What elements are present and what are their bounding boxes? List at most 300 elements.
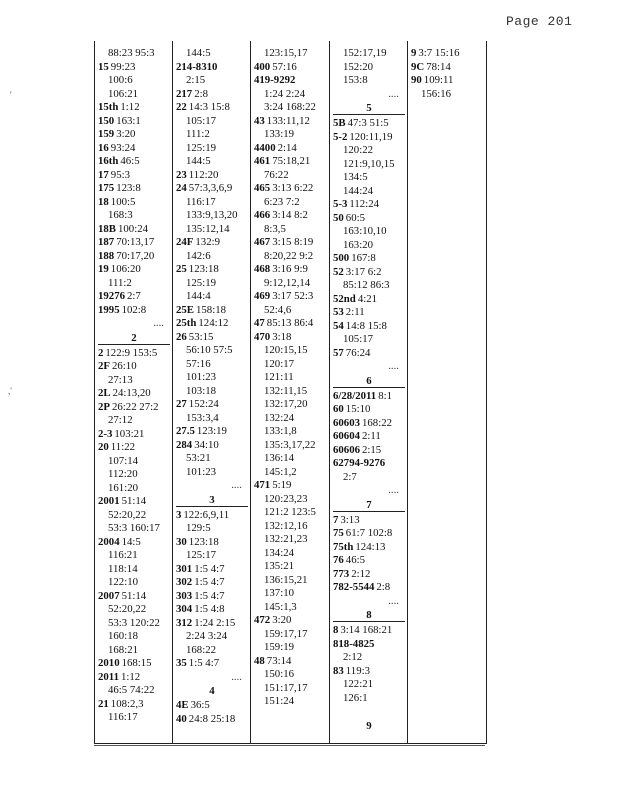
entry-continuation: 111:2 bbox=[186, 128, 210, 140]
entry-term: 62794-9276 bbox=[333, 457, 386, 469]
entry-references: 102:8 bbox=[121, 303, 147, 316]
entry-term: 468 bbox=[254, 263, 271, 275]
entry-continuation: 125:19 bbox=[186, 141, 216, 154]
entry-continuation: 136:14 bbox=[264, 452, 294, 464]
entry-references: 112:20 bbox=[188, 168, 219, 181]
section-dots: .... bbox=[388, 484, 399, 496]
index-entry bbox=[254, 209, 327, 223]
entry-references: 3:16 9:9 bbox=[272, 263, 308, 275]
entry-continuation: 126:1 bbox=[343, 691, 368, 704]
entry-references: 46:5 bbox=[345, 554, 365, 566]
entry-continuation: 133:19 bbox=[264, 128, 294, 140]
entry-references: 5:19 bbox=[272, 479, 292, 491]
index-entry bbox=[254, 331, 327, 345]
entry-continuation: 132:17,20 bbox=[264, 398, 308, 410]
entry-references: 70:17,20 bbox=[116, 249, 155, 262]
index-entry bbox=[98, 657, 170, 671]
entry-continuation: 161:20 bbox=[108, 481, 138, 494]
entry-continuation: 2:15 bbox=[186, 74, 206, 86]
entry-references: 70:13,17 bbox=[116, 236, 155, 248]
entry-references: 2:11 bbox=[345, 306, 365, 318]
entry-term: 2004 bbox=[98, 535, 120, 548]
entry-continuation: 153:3,4 bbox=[186, 411, 219, 424]
entry-references: 3:14 168:21 bbox=[340, 624, 393, 636]
entry-references: 2:11 bbox=[362, 430, 381, 442]
entry-term: 2011 bbox=[98, 670, 119, 683]
index-entry bbox=[333, 347, 405, 361]
entry-term: 500 bbox=[333, 252, 350, 264]
entry-term: 214-8310 bbox=[176, 60, 218, 73]
index-entry bbox=[333, 252, 405, 266]
index-entry bbox=[333, 624, 405, 638]
entry-references: 3:13 bbox=[340, 513, 360, 526]
entry-continuation: 122:21 bbox=[343, 678, 373, 690]
column-divider bbox=[329, 41, 330, 743]
entry-term: 22 bbox=[176, 101, 187, 113]
entry-continuation: 105:17 bbox=[343, 333, 373, 345]
entry-term: 18 bbox=[98, 195, 109, 208]
entry-term: 25E bbox=[176, 303, 194, 316]
entry-references: 26:10 bbox=[112, 360, 137, 372]
entry-continuation: 145:1,3 bbox=[264, 600, 297, 613]
entry-term: 467 bbox=[254, 236, 271, 248]
entry-continuation: 135:12,14 bbox=[186, 222, 230, 235]
entry-references: 100:24 bbox=[118, 222, 148, 235]
section-heading: 8 bbox=[333, 609, 405, 622]
entry-continuation: 159:19 bbox=[264, 641, 294, 653]
index-entry bbox=[333, 320, 405, 334]
entry-continuation: 116:17 bbox=[186, 195, 216, 208]
entry-references: 158:18 bbox=[196, 303, 226, 316]
entry-term: 60604 bbox=[333, 430, 360, 442]
entry-references: 106:20 bbox=[110, 263, 141, 275]
blank-line bbox=[333, 705, 405, 719]
entry-continuation: 101:23 bbox=[186, 465, 216, 478]
entry-continuation: 116:17 bbox=[108, 711, 138, 723]
entry-term: 9 bbox=[411, 47, 417, 59]
index-entry bbox=[176, 699, 248, 713]
entry-term: 472 bbox=[254, 614, 271, 626]
entry-continuation: 135:21 bbox=[264, 560, 294, 572]
entry-references: 132:9 bbox=[195, 236, 220, 248]
entry-references: 2:8 bbox=[194, 87, 208, 100]
entry-references: 60:5 bbox=[345, 211, 365, 224]
section-dots: .... bbox=[153, 317, 164, 329]
entry-references: 78:14 bbox=[426, 60, 451, 73]
entry-continuation: 53:3 120:22 bbox=[108, 616, 160, 629]
index-entry bbox=[254, 182, 327, 196]
entry-continuation: 57:16 bbox=[186, 357, 211, 370]
entry-continuation: 132:24 bbox=[264, 411, 294, 424]
index-entry bbox=[254, 655, 327, 669]
entry-term: 90 bbox=[411, 74, 422, 86]
index-entry bbox=[333, 568, 405, 582]
entry-term: 60606 bbox=[333, 443, 360, 456]
entry-references: 46:5 bbox=[120, 155, 140, 167]
entry-references: 3:20 bbox=[272, 614, 292, 626]
entry-references: 3:14 8:2 bbox=[272, 209, 308, 221]
index-entry bbox=[176, 398, 248, 412]
index-entry bbox=[176, 536, 248, 550]
entry-references: 100:5 bbox=[110, 195, 136, 208]
entry-continuation: 125:17 bbox=[186, 549, 216, 561]
index-entry bbox=[333, 444, 405, 458]
index-entry bbox=[176, 439, 248, 453]
section-heading: 7 bbox=[333, 499, 405, 512]
entry-term: 419-9292 bbox=[254, 74, 296, 86]
index-entry bbox=[333, 665, 405, 679]
entry-references: 36:5 bbox=[190, 699, 210, 711]
entry-term: 40 bbox=[176, 712, 187, 725]
entry-term: 302 bbox=[176, 576, 193, 588]
entry-references: 93:24 bbox=[110, 141, 136, 154]
entry-continuation: 125:19 bbox=[186, 276, 216, 289]
entry-term: 48 bbox=[254, 654, 265, 667]
entry-references: 26:22 27:2 bbox=[112, 400, 159, 413]
entry-term: 2L bbox=[98, 387, 111, 399]
entry-references: 122:9 153:5 bbox=[105, 346, 158, 359]
section-heading: 3 bbox=[176, 494, 248, 507]
entry-term: 47 bbox=[254, 317, 265, 329]
entry-continuation: 27:12 bbox=[108, 414, 133, 426]
entry-term: 470 bbox=[254, 330, 271, 343]
entry-term: 818-4825 bbox=[333, 637, 375, 650]
entry-continuation: 2:12 bbox=[343, 651, 363, 663]
entry-references: 14:3 15:8 bbox=[188, 101, 230, 113]
entry-references: 51:14 bbox=[121, 495, 147, 507]
entry-term: 15 bbox=[98, 60, 109, 73]
entry-continuation: 168:22 bbox=[186, 643, 216, 656]
entry-continuation: 53:21 bbox=[186, 452, 211, 464]
entry-continuation: 159:17,17 bbox=[264, 627, 308, 640]
index-entry bbox=[254, 290, 327, 304]
entry-references: 99:23 bbox=[110, 60, 136, 73]
entry-references: 95:3 bbox=[110, 168, 130, 181]
entry-term: 5-2 bbox=[333, 130, 348, 143]
entry-references: 75:18,21 bbox=[272, 155, 311, 167]
entry-continuation: 118:14 bbox=[108, 562, 138, 575]
entry-references: 3:17 52:3 bbox=[272, 290, 314, 302]
index-entry bbox=[333, 212, 405, 226]
index-entry bbox=[98, 115, 170, 129]
entry-references: 123:8 bbox=[116, 182, 141, 194]
entry-term: 150 bbox=[98, 114, 115, 127]
entry-references: 1:12 bbox=[121, 670, 141, 683]
index-entry bbox=[254, 115, 327, 129]
index-entry bbox=[254, 317, 327, 331]
entry-continuation: 120:17 bbox=[264, 357, 294, 370]
index-entry bbox=[254, 61, 327, 75]
entry-references: 124:13 bbox=[355, 540, 386, 553]
entry-term: 466 bbox=[254, 209, 271, 221]
entry-references: 119:3 bbox=[345, 664, 370, 677]
entry-continuation: 152:20 bbox=[343, 60, 373, 73]
entry-continuation: 132:21,23 bbox=[264, 533, 308, 545]
index-entry bbox=[333, 266, 405, 280]
index-entry bbox=[333, 390, 405, 404]
entry-term: 75th bbox=[333, 540, 354, 553]
entry-continuation: 112:20 bbox=[108, 468, 138, 480]
entry-term: 60 bbox=[333, 403, 344, 415]
entry-term: 461 bbox=[254, 155, 271, 167]
entry-term: 18B bbox=[98, 222, 116, 235]
entry-term: 5-3 bbox=[333, 198, 348, 210]
entry-references: 34:10 bbox=[194, 438, 219, 451]
index-entry bbox=[98, 263, 170, 277]
index-entry bbox=[176, 317, 248, 331]
entry-references: 14:8 15:8 bbox=[345, 319, 387, 332]
entry-continuation: 103:18 bbox=[186, 384, 216, 397]
entry-term: 60603 bbox=[333, 416, 360, 429]
entry-references: 163:1 bbox=[116, 114, 141, 127]
entry-continuation: 144:4 bbox=[186, 290, 211, 302]
entry-continuation: 136:15,21 bbox=[264, 573, 308, 586]
entry-continuation: 105:17 bbox=[186, 114, 216, 127]
entry-continuation: 88:23 95:3 bbox=[108, 47, 155, 59]
entry-term: 16 bbox=[98, 141, 109, 154]
entry-term: 303 bbox=[176, 589, 193, 602]
entry-term: 5B bbox=[333, 117, 346, 129]
entry-continuation: 120:23,23 bbox=[264, 492, 308, 505]
entry-continuation: 2:7 bbox=[343, 470, 357, 483]
index-entry bbox=[176, 61, 248, 75]
entry-continuation: 142:6 bbox=[186, 249, 211, 262]
entry-term: 7 bbox=[333, 513, 339, 526]
entry-term: 15th bbox=[98, 101, 119, 113]
index-entry bbox=[98, 182, 170, 196]
entry-references: 24:8 25:18 bbox=[188, 712, 236, 725]
entry-references: 47:3 51:5 bbox=[347, 117, 389, 129]
entry-references: 2:7 bbox=[127, 290, 141, 302]
entry-references: 123:18 bbox=[188, 535, 219, 548]
entry-term: 187 bbox=[98, 236, 115, 248]
entry-continuation: 132:12,16 bbox=[264, 519, 308, 532]
index-entry bbox=[333, 198, 405, 212]
entry-term: 57 bbox=[333, 346, 344, 359]
index-entry bbox=[98, 401, 170, 415]
entry-references: 167:8 bbox=[351, 252, 376, 264]
entry-term: 19276 bbox=[98, 290, 125, 302]
index-entry bbox=[333, 117, 405, 131]
entry-term: 4400 bbox=[254, 141, 276, 154]
entry-term: 6/28/2011 bbox=[333, 389, 377, 402]
entry-term: 25 bbox=[176, 263, 187, 275]
entry-continuation: 137:10 bbox=[264, 587, 294, 599]
entry-term: 2007 bbox=[98, 589, 120, 602]
index-entry bbox=[411, 47, 483, 61]
index-entry bbox=[254, 614, 327, 628]
entry-continuation: 163:20 bbox=[343, 238, 373, 251]
index-column-1 bbox=[98, 47, 170, 725]
entry-continuation: 153:8 bbox=[343, 74, 368, 86]
index-entry bbox=[176, 169, 248, 183]
index-entry bbox=[98, 304, 170, 318]
entry-references: 133:11,12 bbox=[266, 114, 310, 127]
entry-references: 122:6,9,11 bbox=[183, 508, 230, 521]
entry-continuation: 101:23 bbox=[186, 371, 216, 383]
entry-continuation: 156:16 bbox=[421, 87, 451, 100]
page-number: Page 201 bbox=[506, 14, 573, 29]
index-entry bbox=[333, 430, 405, 444]
entry-references: 120:11,19 bbox=[349, 130, 393, 143]
entry-continuation: 120:22 bbox=[343, 144, 373, 156]
entry-term: 27.5 bbox=[176, 425, 195, 437]
index-column-5 bbox=[411, 47, 483, 101]
index-entry bbox=[176, 101, 248, 115]
index-entry bbox=[411, 61, 483, 75]
entry-references: 2:12 bbox=[351, 567, 371, 580]
index-entry bbox=[333, 403, 405, 417]
entry-continuation: 135:3,17,22 bbox=[264, 438, 316, 451]
index-entry bbox=[254, 155, 327, 169]
entry-references: 123:18 bbox=[188, 263, 219, 275]
section-dots: .... bbox=[231, 670, 242, 683]
index-entry bbox=[176, 713, 248, 727]
index-entry bbox=[333, 541, 405, 555]
index-entry bbox=[333, 131, 405, 145]
section-dots: .... bbox=[388, 594, 399, 607]
entry-term: 304 bbox=[176, 603, 193, 615]
index-entry bbox=[333, 306, 405, 320]
index-entry bbox=[333, 527, 405, 541]
entry-references: 1:12 bbox=[120, 101, 140, 113]
entry-term: 3 bbox=[176, 508, 182, 521]
entry-term: 19 bbox=[98, 263, 109, 275]
entry-term: 30 bbox=[176, 535, 187, 548]
entry-continuation: 27:13 bbox=[108, 373, 133, 386]
entry-continuation: 8:20,22 9:2 bbox=[264, 249, 314, 262]
entry-continuation: 121:2 123:5 bbox=[264, 506, 316, 518]
section-dots: .... bbox=[231, 479, 242, 491]
section-heading: 5 bbox=[333, 102, 405, 115]
section-heading: 4 bbox=[209, 685, 215, 697]
entry-continuation: 76:22 bbox=[264, 168, 289, 181]
index-entry bbox=[98, 290, 170, 304]
entry-continuation: 132:11,15 bbox=[264, 384, 308, 397]
entry-continuation: 160:18 bbox=[108, 630, 138, 642]
section-heading: 9 bbox=[366, 719, 372, 732]
entry-term: 773 bbox=[333, 567, 350, 580]
index-entry bbox=[176, 590, 248, 604]
entry-continuation: 151:24 bbox=[264, 695, 294, 707]
entry-term: 20 bbox=[98, 441, 109, 453]
entry-references: 1:5 4:7 bbox=[194, 589, 225, 602]
entry-continuation: 133:1,8 bbox=[264, 425, 297, 437]
entry-references: 1:24 2:15 bbox=[194, 616, 236, 629]
entry-term: 2F bbox=[98, 360, 110, 372]
entry-term: 188 bbox=[98, 249, 115, 262]
index-entry bbox=[98, 236, 170, 250]
entry-term: 25th bbox=[176, 317, 197, 329]
entry-references: 51:14 bbox=[121, 589, 147, 602]
entry-references: 11:22 bbox=[110, 441, 135, 453]
index-entry bbox=[254, 479, 327, 493]
entry-term: 27 bbox=[176, 398, 187, 410]
entry-continuation: 145:1,2 bbox=[264, 465, 297, 478]
entry-continuation: 3:24 168:22 bbox=[264, 101, 316, 113]
index-entry bbox=[98, 61, 170, 75]
entry-term: 465 bbox=[254, 182, 271, 194]
index-entry bbox=[98, 360, 170, 374]
entry-references: 3:18 bbox=[272, 330, 292, 343]
section-heading: 6 bbox=[333, 375, 405, 388]
entry-continuation: 123:15,17 bbox=[264, 47, 308, 59]
entry-continuation: 53:3 160:17 bbox=[108, 522, 160, 534]
entry-term: 83 bbox=[333, 664, 344, 677]
entry-term: 76 bbox=[333, 554, 344, 566]
index-column-4 bbox=[333, 47, 405, 734]
entry-continuation: 129:5 bbox=[186, 522, 211, 534]
index-entry bbox=[98, 101, 170, 115]
index-entry bbox=[98, 128, 170, 142]
entry-continuation: 106:21 bbox=[108, 87, 138, 100]
index-entry bbox=[333, 514, 405, 528]
index-entry bbox=[333, 554, 405, 568]
section-heading: 2 bbox=[98, 332, 170, 345]
entry-term: 312 bbox=[176, 616, 193, 629]
index-entry bbox=[98, 536, 170, 550]
entry-continuation: 46:5 74:22 bbox=[108, 684, 155, 696]
entry-references: 109:11 bbox=[423, 74, 454, 86]
entry-continuation: 144:5 bbox=[186, 155, 211, 167]
entry-continuation: 134:24 bbox=[264, 546, 294, 559]
entry-term: 2010 bbox=[98, 657, 120, 669]
section-dots: .... bbox=[388, 87, 399, 100]
entry-term: 52nd bbox=[333, 292, 356, 305]
entry-references: 53:15 bbox=[188, 330, 214, 343]
index-entry bbox=[98, 590, 170, 604]
entry-references: 4:21 bbox=[357, 292, 378, 305]
entry-continuation: 9:12,12,14 bbox=[264, 276, 311, 289]
index-entry bbox=[254, 74, 327, 88]
index-entry bbox=[98, 196, 170, 210]
entry-continuation: 111:2 bbox=[108, 276, 132, 289]
entry-references: 61:7 102:8 bbox=[345, 527, 393, 539]
entry-references: 3:7 15:16 bbox=[418, 47, 460, 59]
index-entry bbox=[333, 293, 405, 307]
entry-continuation: 52:4,6 bbox=[264, 303, 292, 316]
entry-references: 85:13 86:4 bbox=[266, 317, 314, 329]
index-entry bbox=[176, 263, 248, 277]
entry-continuation: 8:3,5 bbox=[264, 222, 286, 235]
entry-continuation: 134:5 bbox=[343, 171, 368, 183]
column-divider bbox=[250, 41, 251, 743]
entry-term: 54 bbox=[333, 319, 344, 332]
entry-references: 2:14 bbox=[277, 141, 297, 154]
margin-mark: ,' bbox=[8, 386, 12, 396]
entry-continuation: 122:10 bbox=[108, 576, 138, 588]
entry-term: 23 bbox=[176, 168, 187, 181]
entry-term: 469 bbox=[254, 290, 271, 302]
entry-continuation: 152:17,19 bbox=[343, 47, 387, 59]
entry-term: 43 bbox=[254, 114, 265, 127]
entry-term: 1995 bbox=[98, 303, 120, 316]
entry-references: 168:22 bbox=[362, 416, 392, 429]
index-entry bbox=[176, 617, 248, 631]
entry-term: 400 bbox=[254, 60, 271, 73]
index-entry bbox=[98, 155, 170, 169]
entry-term: 782-5544 bbox=[333, 581, 375, 593]
index-entry bbox=[98, 698, 170, 712]
entry-references: 123:19 bbox=[196, 425, 227, 437]
index-entry bbox=[333, 417, 405, 431]
index-column-3 bbox=[254, 47, 327, 709]
frame-bottom-rule bbox=[94, 745, 485, 746]
section-dots: .... bbox=[388, 360, 399, 372]
entry-references: 1:5 4:7 bbox=[194, 576, 225, 588]
entry-term: 16th bbox=[98, 155, 119, 167]
entry-term: 2-3 bbox=[98, 427, 113, 440]
